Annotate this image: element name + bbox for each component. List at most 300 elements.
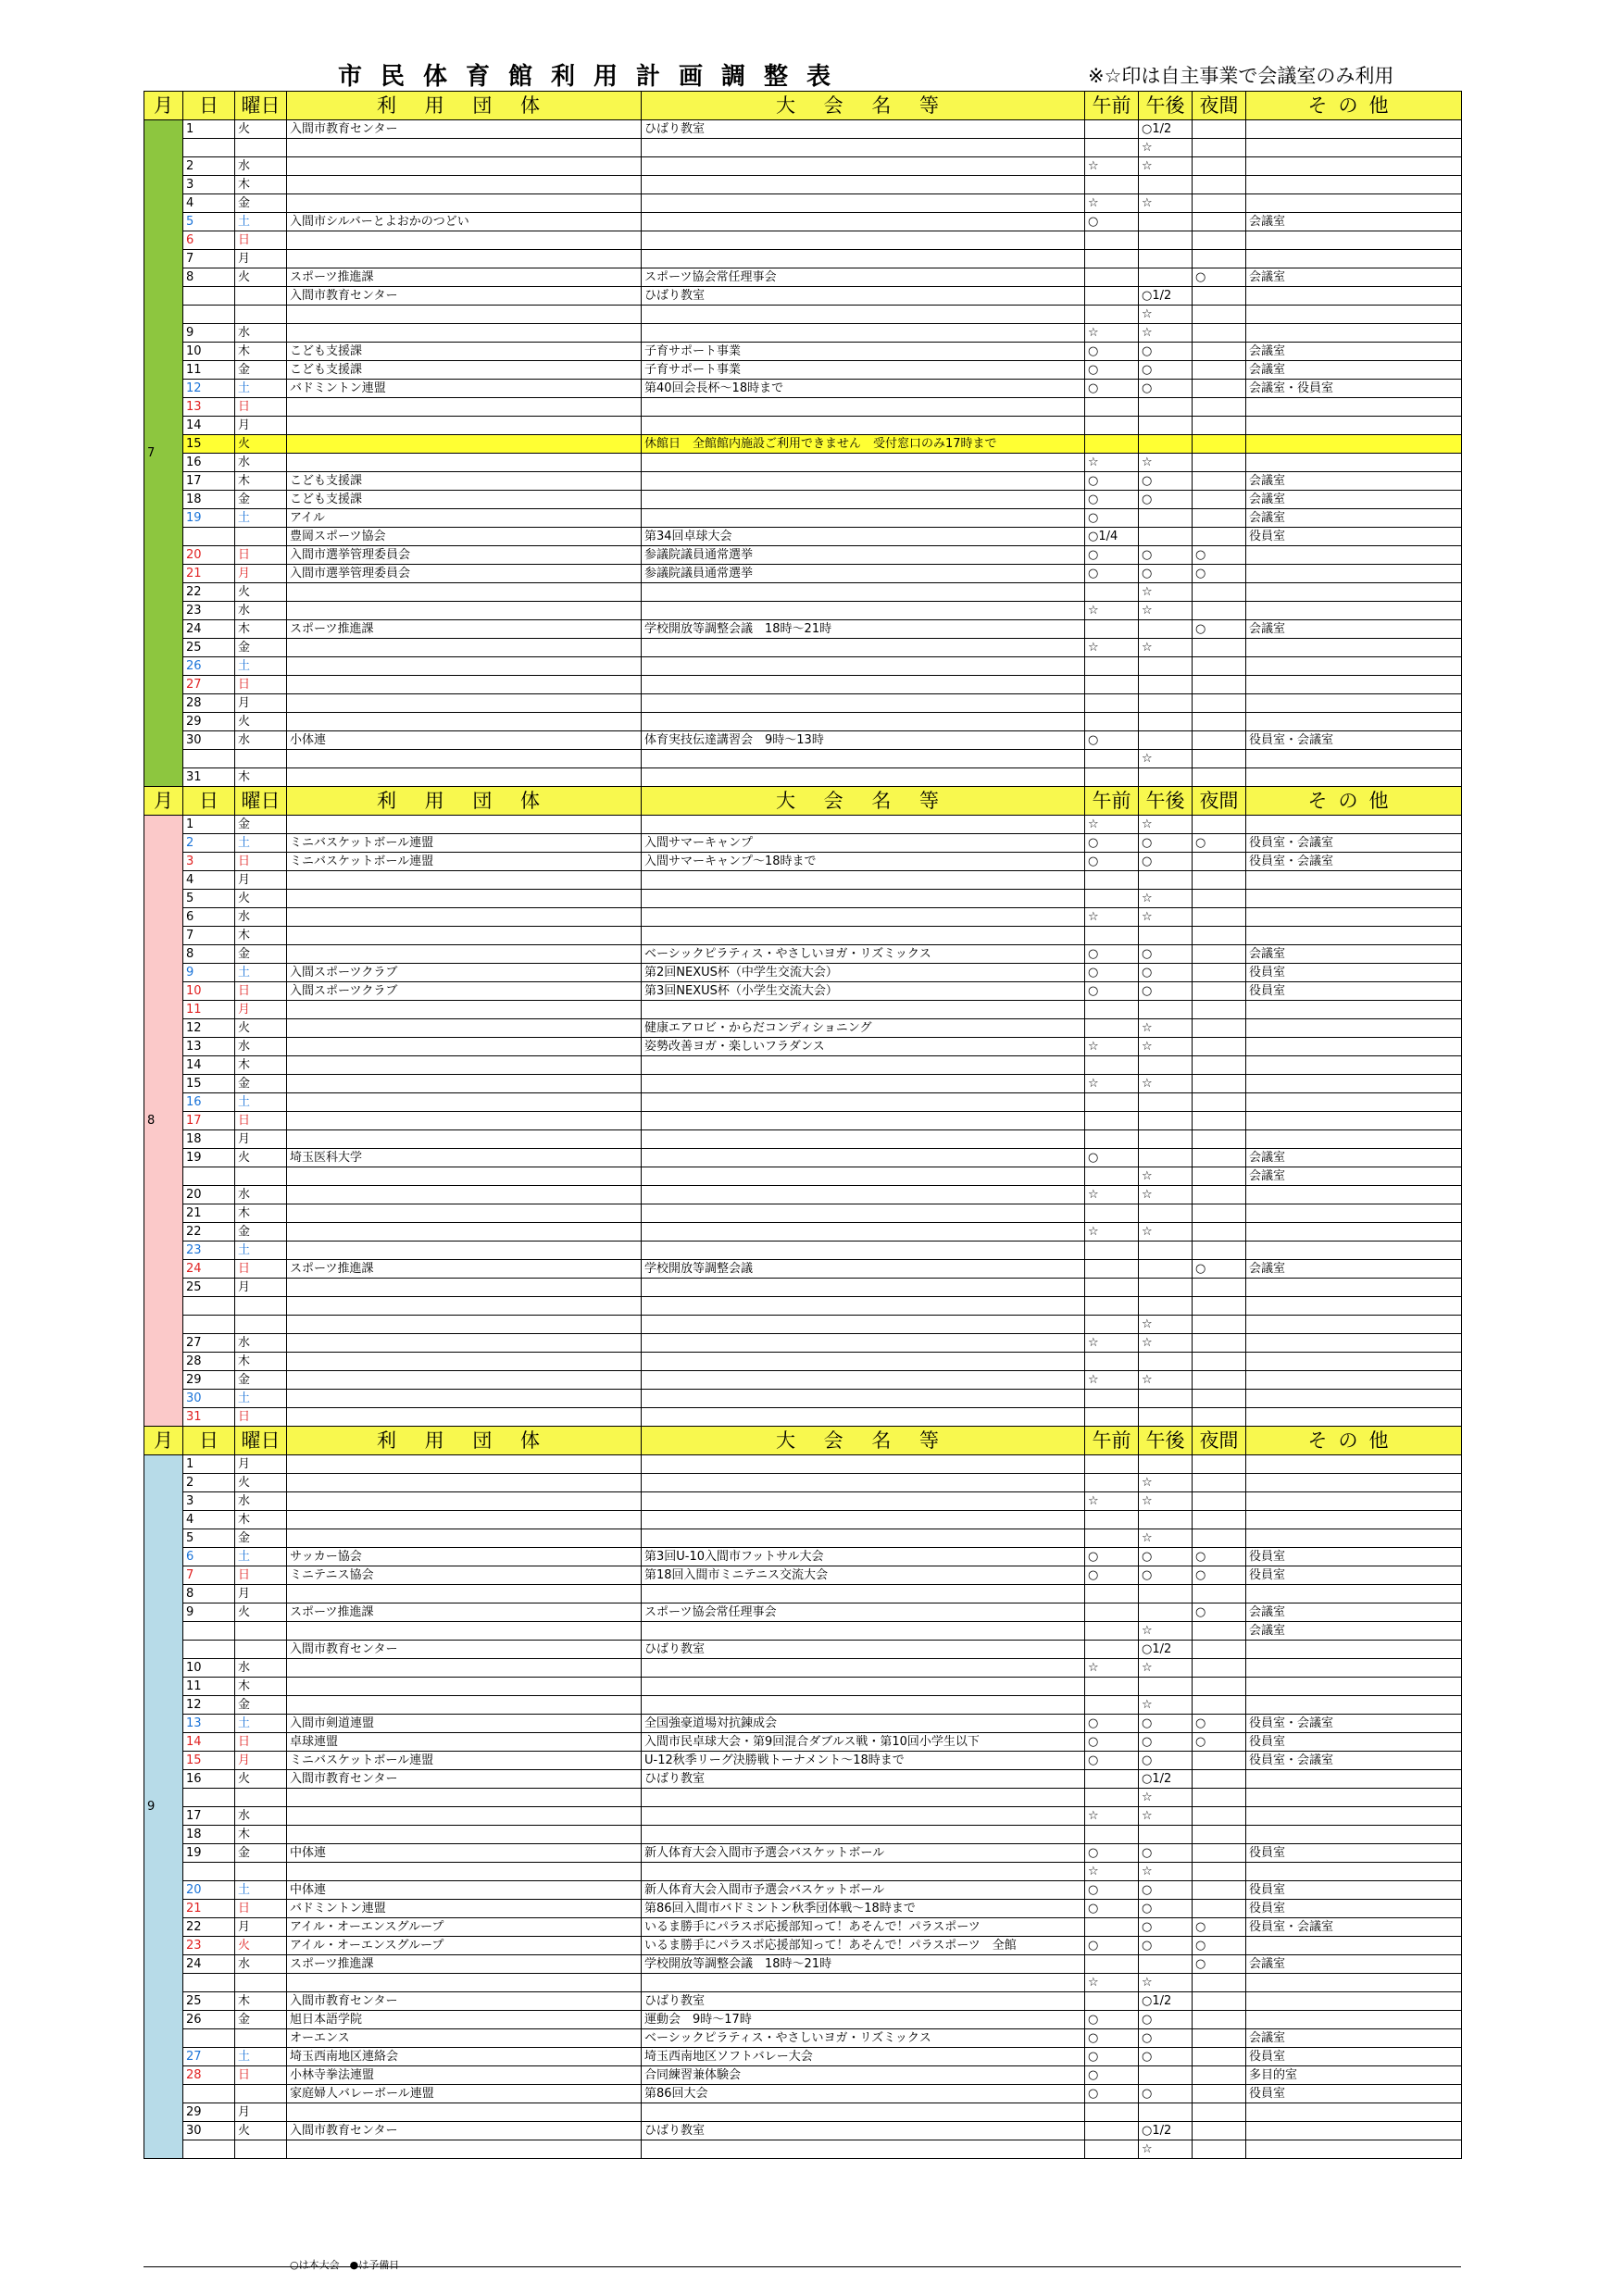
morning-cell bbox=[1085, 417, 1139, 435]
weekday-cell: 木 bbox=[235, 1826, 287, 1844]
weekday-cell: 日 bbox=[235, 1566, 287, 1585]
organization-cell bbox=[287, 1112, 642, 1130]
evening-cell bbox=[1193, 1511, 1246, 1529]
event-cell bbox=[642, 816, 1085, 834]
event-cell bbox=[642, 583, 1085, 602]
organization-cell bbox=[287, 1659, 642, 1678]
afternoon-cell: ○ bbox=[1139, 1881, 1193, 1900]
organization-cell: ミニバスケットボール連盟 bbox=[287, 853, 642, 871]
morning-cell bbox=[1085, 1955, 1139, 1974]
other-cell: 会議室 bbox=[1246, 213, 1462, 231]
organization-cell bbox=[287, 157, 642, 176]
schedule-row bbox=[144, 1992, 1462, 2011]
day-cell: 22 bbox=[183, 1918, 235, 1937]
other-cell bbox=[1246, 1223, 1462, 1242]
weekday-cell: 火 bbox=[235, 583, 287, 602]
organization-cell bbox=[287, 1001, 642, 1019]
evening-cell bbox=[1193, 231, 1246, 250]
weekday-cell: 木 bbox=[235, 1511, 287, 1529]
other-cell: 会議室 bbox=[1246, 343, 1462, 361]
event-cell bbox=[642, 1474, 1085, 1492]
schedule-row bbox=[144, 583, 1462, 602]
weekday-cell: 木 bbox=[235, 1992, 287, 2011]
day-cell: 30 bbox=[183, 731, 235, 750]
schedule-row bbox=[144, 908, 1462, 927]
other-cell bbox=[1246, 1371, 1462, 1390]
month-header-row bbox=[144, 92, 1462, 120]
afternoon-cell bbox=[1139, 927, 1193, 945]
schedule-row bbox=[144, 1130, 1462, 1149]
other-cell bbox=[1246, 908, 1462, 927]
evening-cell bbox=[1193, 398, 1246, 417]
schedule-row bbox=[144, 816, 1462, 834]
column-header: 利 用 団 体 bbox=[287, 1427, 642, 1455]
event-cell: U-12秋季リーグ決勝戦トーナメント～18時まで bbox=[642, 1752, 1085, 1770]
event-cell: ひばり教室 bbox=[642, 1992, 1085, 2011]
evening-cell bbox=[1193, 2140, 1246, 2159]
day-cell: 20 bbox=[183, 546, 235, 565]
morning-cell: ☆ bbox=[1085, 1863, 1139, 1881]
schedule-row bbox=[144, 1167, 1462, 1186]
schedule-row bbox=[144, 1641, 1462, 1659]
weekday-cell: 月 bbox=[235, 250, 287, 268]
column-header: 月 bbox=[144, 787, 183, 816]
other-cell: 会議室 bbox=[1246, 1603, 1462, 1622]
day-cell bbox=[183, 2140, 235, 2159]
other-cell: 会議室 bbox=[1246, 1149, 1462, 1167]
weekday-cell: 水 bbox=[235, 1659, 287, 1678]
evening-cell bbox=[1193, 1001, 1246, 1019]
schedule-row bbox=[144, 1937, 1462, 1955]
schedule-row bbox=[144, 1353, 1462, 1371]
morning-cell bbox=[1085, 1093, 1139, 1112]
event-cell: 健康エアロビ・からだコンディショニング bbox=[642, 1019, 1085, 1038]
evening-cell bbox=[1193, 1408, 1246, 1427]
afternoon-cell: ○ bbox=[1139, 1900, 1193, 1918]
morning-cell bbox=[1085, 1112, 1139, 1130]
afternoon-cell bbox=[1139, 1585, 1193, 1603]
schedule-row bbox=[144, 750, 1462, 768]
event-cell bbox=[642, 472, 1085, 491]
weekday-cell: 金 bbox=[235, 1223, 287, 1242]
schedule-row bbox=[144, 1204, 1462, 1223]
other-cell bbox=[1246, 1585, 1462, 1603]
day-cell: 25 bbox=[183, 639, 235, 657]
event-cell bbox=[642, 1622, 1085, 1641]
afternoon-cell: ☆ bbox=[1139, 1492, 1193, 1511]
event-cell: 第86回大会 bbox=[642, 2085, 1085, 2103]
organization-cell: 入間市教育センター bbox=[287, 120, 642, 139]
other-cell bbox=[1246, 546, 1462, 565]
event-cell: ひばり教室 bbox=[642, 1641, 1085, 1659]
organization-cell bbox=[287, 231, 642, 250]
event-cell bbox=[642, 417, 1085, 435]
weekday-cell: 水 bbox=[235, 731, 287, 750]
afternoon-cell bbox=[1139, 176, 1193, 194]
evening-cell bbox=[1193, 1223, 1246, 1242]
morning-cell: ☆ bbox=[1085, 639, 1139, 657]
organization-cell bbox=[287, 139, 642, 157]
organization-cell bbox=[287, 2103, 642, 2122]
morning-cell: ○ bbox=[1085, 1548, 1139, 1566]
day-cell: 18 bbox=[183, 1130, 235, 1149]
afternoon-cell bbox=[1139, 1204, 1193, 1223]
event-cell bbox=[642, 1455, 1085, 1474]
evening-cell bbox=[1193, 1696, 1246, 1715]
event-cell: 学校開放等調整会議 18時～21時 bbox=[642, 1955, 1085, 1974]
weekday-cell: 日 bbox=[235, 231, 287, 250]
organization-cell: アイル bbox=[287, 509, 642, 528]
day-cell: 3 bbox=[183, 1492, 235, 1511]
other-cell bbox=[1246, 1297, 1462, 1316]
event-cell bbox=[642, 750, 1085, 768]
evening-cell bbox=[1193, 2085, 1246, 2103]
evening-cell bbox=[1193, 1659, 1246, 1678]
schedule-row bbox=[144, 964, 1462, 982]
day-cell: 27 bbox=[183, 1334, 235, 1353]
schedule-row bbox=[144, 472, 1462, 491]
organization-cell bbox=[287, 306, 642, 324]
morning-cell bbox=[1085, 2103, 1139, 2122]
weekday-cell: 金 bbox=[235, 945, 287, 964]
day-cell: 15 bbox=[183, 1752, 235, 1770]
weekday-cell: 月 bbox=[235, 1001, 287, 1019]
afternoon-cell bbox=[1139, 509, 1193, 528]
morning-cell: ☆ bbox=[1085, 908, 1139, 927]
morning-cell bbox=[1085, 1455, 1139, 1474]
afternoon-cell: ☆ bbox=[1139, 602, 1193, 620]
morning-cell: ○ bbox=[1085, 853, 1139, 871]
day-cell: 12 bbox=[183, 1696, 235, 1715]
event-cell: 第86回入間市バドミントン秋季団体戦～18時まで bbox=[642, 1900, 1085, 1918]
day-cell: 2 bbox=[183, 157, 235, 176]
organization-cell bbox=[287, 1297, 642, 1316]
column-header: 午後 bbox=[1139, 92, 1193, 120]
other-cell bbox=[1246, 1353, 1462, 1371]
footer-note: ○は本大会 ●は予備日 bbox=[290, 2259, 400, 2271]
other-cell bbox=[1246, 1807, 1462, 1826]
morning-cell bbox=[1085, 1918, 1139, 1937]
morning-cell: ○ bbox=[1085, 1937, 1139, 1955]
day-cell bbox=[183, 1789, 235, 1807]
column-header: 曜日 bbox=[235, 787, 287, 816]
organization-cell: スポーツ推進課 bbox=[287, 1603, 642, 1622]
organization-cell bbox=[287, 1056, 642, 1075]
evening-cell bbox=[1193, 583, 1246, 602]
schedule-row bbox=[144, 194, 1462, 213]
event-cell bbox=[642, 1075, 1085, 1093]
other-cell: 役員室 bbox=[1246, 982, 1462, 1001]
afternoon-cell bbox=[1139, 731, 1193, 750]
day-cell: 26 bbox=[183, 2011, 235, 2029]
weekday-cell: 火 bbox=[235, 890, 287, 908]
day-cell: 7 bbox=[183, 250, 235, 268]
column-header: 日 bbox=[183, 92, 235, 120]
weekday-cell: 金 bbox=[235, 361, 287, 380]
other-cell bbox=[1246, 1279, 1462, 1297]
other-cell bbox=[1246, 1474, 1462, 1492]
weekday-cell: 土 bbox=[235, 964, 287, 982]
afternoon-cell: ☆ bbox=[1139, 194, 1193, 213]
evening-cell bbox=[1193, 982, 1246, 1001]
column-header: 夜間 bbox=[1193, 787, 1246, 816]
event-cell bbox=[642, 639, 1085, 657]
morning-cell bbox=[1085, 1770, 1139, 1789]
day-cell: 9 bbox=[183, 1603, 235, 1622]
morning-cell bbox=[1085, 1622, 1139, 1641]
weekday-cell: 土 bbox=[235, 1093, 287, 1112]
weekday-cell bbox=[235, 1167, 287, 1186]
day-cell: 30 bbox=[183, 1390, 235, 1408]
other-cell: 会議室 bbox=[1246, 509, 1462, 528]
other-cell: 多目的室 bbox=[1246, 2066, 1462, 2085]
organization-cell: こども支援課 bbox=[287, 472, 642, 491]
weekday-cell: 日 bbox=[235, 2066, 287, 2085]
morning-cell bbox=[1085, 768, 1139, 787]
morning-cell bbox=[1085, 750, 1139, 768]
other-cell bbox=[1246, 1659, 1462, 1678]
afternoon-cell: ☆ bbox=[1139, 1696, 1193, 1715]
schedule-row bbox=[144, 1566, 1462, 1585]
day-cell: 28 bbox=[183, 694, 235, 713]
schedule-row bbox=[144, 287, 1462, 306]
schedule-row bbox=[144, 1770, 1462, 1789]
afternoon-cell bbox=[1139, 1955, 1193, 1974]
other-cell bbox=[1246, 657, 1462, 676]
day-cell: 8 bbox=[183, 268, 235, 287]
schedule-row bbox=[144, 2066, 1462, 2085]
event-cell: ベーシックピラティス・やさしいヨガ・リズミックス bbox=[642, 2029, 1085, 2048]
schedule-row bbox=[144, 1548, 1462, 1566]
day-cell: 10 bbox=[183, 343, 235, 361]
organization-cell: スポーツ推進課 bbox=[287, 1260, 642, 1279]
morning-cell: ○ bbox=[1085, 343, 1139, 361]
other-cell: 会議室・役員室 bbox=[1246, 380, 1462, 398]
other-cell bbox=[1246, 1019, 1462, 1038]
organization-cell bbox=[287, 1807, 642, 1826]
morning-cell: ○ bbox=[1085, 1881, 1139, 1900]
weekday-cell: 土 bbox=[235, 1242, 287, 1260]
schedule-row bbox=[144, 268, 1462, 287]
weekday-cell: 水 bbox=[235, 602, 287, 620]
afternoon-cell: ○ bbox=[1139, 565, 1193, 583]
afternoon-cell: ○ bbox=[1139, 2029, 1193, 2048]
weekday-cell: 木 bbox=[235, 176, 287, 194]
day-cell bbox=[183, 528, 235, 546]
afternoon-cell bbox=[1139, 528, 1193, 546]
day-cell: 14 bbox=[183, 1733, 235, 1752]
schedule-row bbox=[144, 927, 1462, 945]
weekday-cell: 火 bbox=[235, 1474, 287, 1492]
weekday-cell: 土 bbox=[235, 834, 287, 853]
other-cell bbox=[1246, 713, 1462, 731]
organization-cell bbox=[287, 694, 642, 713]
organization-cell bbox=[287, 1622, 642, 1641]
afternoon-cell: ☆ bbox=[1139, 454, 1193, 472]
day-cell: 20 bbox=[183, 1881, 235, 1900]
morning-cell: ☆ bbox=[1085, 1807, 1139, 1826]
event-cell bbox=[642, 871, 1085, 890]
other-cell: 役員室・会議室 bbox=[1246, 853, 1462, 871]
organization-cell bbox=[287, 1334, 642, 1353]
day-cell: 16 bbox=[183, 1093, 235, 1112]
afternoon-cell: ○ bbox=[1139, 834, 1193, 853]
other-cell bbox=[1246, 1678, 1462, 1696]
organization-cell bbox=[287, 713, 642, 731]
afternoon-cell bbox=[1139, 1001, 1193, 1019]
morning-cell: ○ bbox=[1085, 982, 1139, 1001]
event-cell: 新人体育大会入間市予選会バスケットボール bbox=[642, 1881, 1085, 1900]
other-cell bbox=[1246, 1974, 1462, 1992]
weekday-cell: 月 bbox=[235, 417, 287, 435]
organization-cell: 卓球連盟 bbox=[287, 1733, 642, 1752]
event-cell bbox=[642, 1492, 1085, 1511]
other-cell bbox=[1246, 435, 1462, 454]
afternoon-cell bbox=[1139, 435, 1193, 454]
column-header: 大 会 名 等 bbox=[642, 92, 1085, 120]
event-cell: 入間サマーキャンプ～18時まで bbox=[642, 853, 1085, 871]
weekday-cell: 金 bbox=[235, 1529, 287, 1548]
evening-cell bbox=[1193, 343, 1246, 361]
weekday-cell: 木 bbox=[235, 343, 287, 361]
schedule-row bbox=[144, 1223, 1462, 1242]
evening-cell bbox=[1193, 694, 1246, 713]
schedule-row bbox=[144, 1752, 1462, 1770]
organization-cell: サッカー協会 bbox=[287, 1548, 642, 1566]
evening-cell bbox=[1193, 491, 1246, 509]
morning-cell: ☆ bbox=[1085, 1334, 1139, 1353]
afternoon-cell: ☆ bbox=[1139, 816, 1193, 834]
evening-cell bbox=[1193, 639, 1246, 657]
other-cell bbox=[1246, 1316, 1462, 1334]
afternoon-cell bbox=[1139, 2103, 1193, 2122]
organization-cell: スポーツ推進課 bbox=[287, 268, 642, 287]
event-cell: 学校開放等調整会議 bbox=[642, 1260, 1085, 1279]
evening-cell bbox=[1193, 454, 1246, 472]
weekday-cell: 火 bbox=[235, 713, 287, 731]
event-cell: ベーシックピラティス・やさしいヨガ・リズミックス bbox=[642, 945, 1085, 964]
other-cell: 役員室・会議室 bbox=[1246, 731, 1462, 750]
day-cell bbox=[183, 139, 235, 157]
other-cell: 役員室 bbox=[1246, 2048, 1462, 2066]
schedule-row bbox=[144, 1075, 1462, 1093]
evening-cell: ○ bbox=[1193, 1603, 1246, 1622]
evening-cell bbox=[1193, 1316, 1246, 1334]
afternoon-cell: ○ bbox=[1139, 1937, 1193, 1955]
morning-cell: ○ bbox=[1085, 964, 1139, 982]
morning-cell bbox=[1085, 1353, 1139, 1371]
evening-cell: ○ bbox=[1193, 546, 1246, 565]
morning-cell: ○ bbox=[1085, 2029, 1139, 2048]
organization-cell bbox=[287, 194, 642, 213]
day-cell: 6 bbox=[183, 231, 235, 250]
event-cell bbox=[642, 1334, 1085, 1353]
afternoon-cell: ○1/2 bbox=[1139, 1992, 1193, 2011]
organization-cell bbox=[287, 583, 642, 602]
day-cell: 28 bbox=[183, 2066, 235, 2085]
organization-cell bbox=[287, 435, 642, 454]
other-cell bbox=[1246, 1992, 1462, 2011]
afternoon-cell bbox=[1139, 871, 1193, 890]
schedule-row bbox=[144, 1974, 1462, 1992]
schedule-row bbox=[144, 1955, 1462, 1974]
column-header: 日 bbox=[183, 787, 235, 816]
weekday-cell: 月 bbox=[235, 1918, 287, 1937]
afternoon-cell: ○ bbox=[1139, 1918, 1193, 1937]
afternoon-cell: ○ bbox=[1139, 964, 1193, 982]
weekday-cell: 月 bbox=[235, 1585, 287, 1603]
column-header: 午後 bbox=[1139, 787, 1193, 816]
evening-cell bbox=[1193, 1167, 1246, 1186]
other-cell bbox=[1246, 1863, 1462, 1881]
afternoon-cell: ☆ bbox=[1139, 306, 1193, 324]
morning-cell: ○ bbox=[1085, 380, 1139, 398]
evening-cell bbox=[1193, 1056, 1246, 1075]
weekday-cell: 火 bbox=[235, 1770, 287, 1789]
schedule-row bbox=[144, 120, 1462, 139]
day-cell: 21 bbox=[183, 1900, 235, 1918]
schedule-row bbox=[144, 945, 1462, 964]
organization-cell bbox=[287, 324, 642, 343]
evening-cell bbox=[1193, 1881, 1246, 1900]
schedule-row bbox=[144, 982, 1462, 1001]
morning-cell: ○ bbox=[1085, 213, 1139, 231]
organization-cell bbox=[287, 1279, 642, 1297]
afternoon-cell bbox=[1139, 417, 1193, 435]
weekday-cell: 火 bbox=[235, 1603, 287, 1622]
evening-cell bbox=[1193, 1038, 1246, 1056]
other-cell bbox=[1246, 927, 1462, 945]
afternoon-cell: ☆ bbox=[1139, 908, 1193, 927]
day-cell: 11 bbox=[183, 361, 235, 380]
other-cell: 会議室 bbox=[1246, 1955, 1462, 1974]
day-cell bbox=[183, 2029, 235, 2048]
day-cell bbox=[183, 1863, 235, 1881]
morning-cell: ○ bbox=[1085, 565, 1139, 583]
evening-cell bbox=[1193, 139, 1246, 157]
day-cell: 28 bbox=[183, 1353, 235, 1371]
afternoon-cell: ☆ bbox=[1139, 1334, 1193, 1353]
month-cell: 9 bbox=[144, 1455, 183, 2159]
organization-cell: 入間市教育センター bbox=[287, 1641, 642, 1659]
weekday-cell: 土 bbox=[235, 1715, 287, 1733]
day-cell: 9 bbox=[183, 964, 235, 982]
weekday-cell: 木 bbox=[235, 1204, 287, 1223]
evening-cell bbox=[1193, 1353, 1246, 1371]
day-cell: 6 bbox=[183, 908, 235, 927]
other-cell: 会議室 bbox=[1246, 945, 1462, 964]
event-cell: 全国強豪道場対抗錬成会 bbox=[642, 1715, 1085, 1733]
morning-cell: ☆ bbox=[1085, 816, 1139, 834]
event-cell: ひばり教室 bbox=[642, 120, 1085, 139]
other-cell bbox=[1246, 1056, 1462, 1075]
schedule-row bbox=[144, 731, 1462, 750]
event-cell bbox=[642, 157, 1085, 176]
afternoon-cell bbox=[1139, 1112, 1193, 1130]
afternoon-cell: ○ bbox=[1139, 2048, 1193, 2066]
evening-cell bbox=[1193, 908, 1246, 927]
afternoon-cell bbox=[1139, 713, 1193, 731]
morning-cell bbox=[1085, 139, 1139, 157]
morning-cell bbox=[1085, 1242, 1139, 1260]
afternoon-cell bbox=[1139, 231, 1193, 250]
morning-cell: ☆ bbox=[1085, 1659, 1139, 1678]
event-cell bbox=[642, 398, 1085, 417]
afternoon-cell: ☆ bbox=[1139, 1038, 1193, 1056]
evening-cell bbox=[1193, 120, 1246, 139]
morning-cell: ☆ bbox=[1085, 1186, 1139, 1204]
day-cell: 2 bbox=[183, 1474, 235, 1492]
